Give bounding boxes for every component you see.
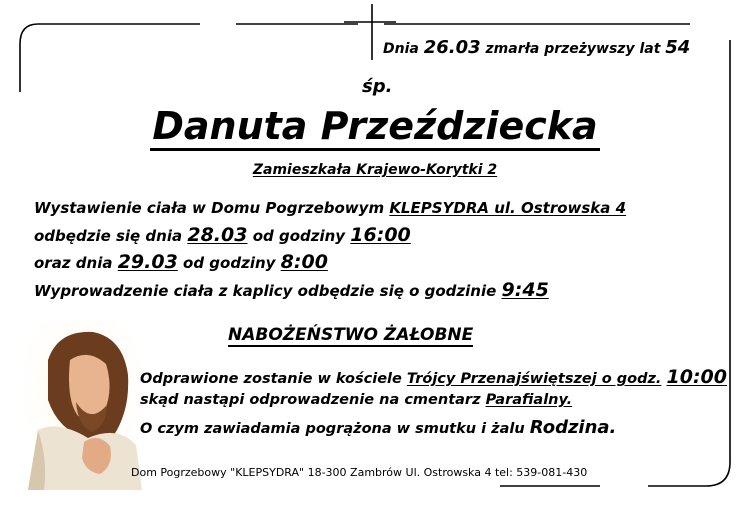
- church-name: Trójcy Przenajświętszej o godz.: [406, 371, 662, 387]
- deceased-name: Danuta Przeździecka: [150, 104, 599, 151]
- service-line2-text: skąd nastąpi odprowadzenie na cmentarz: [140, 392, 481, 408]
- family: Rodzina.: [529, 417, 617, 438]
- service-line-2: [140, 392, 572, 408]
- viewing-line-1: [34, 199, 626, 217]
- service-line3-text: O czym zawiadamia pogrążona w smutku i żalu: [140, 421, 525, 437]
- viewing-line2-text: odbędzie się dnia: [34, 227, 183, 245]
- service-time: 10:00: [666, 366, 727, 388]
- viewing-date-2: 29.03: [117, 251, 178, 273]
- viewing-line2-mid: od godziny: [252, 227, 346, 245]
- death-mid: zmarła przeżywszy lat: [485, 41, 661, 57]
- departure-time: 9:45: [501, 279, 549, 301]
- viewing-place: KLEPSYDRA ul. Ostrowska 4: [389, 199, 627, 217]
- age: 54: [665, 37, 691, 58]
- death-notice-line: [383, 37, 690, 58]
- death-date: 26.03: [423, 37, 481, 58]
- service-heading: NABOŻEŃSTWO ŻAŁOBNE: [228, 325, 474, 345]
- death-prefix: Dnia: [383, 41, 419, 57]
- viewing-line3-text: oraz dnia: [34, 254, 113, 272]
- viewing-line-3: [34, 251, 328, 273]
- residence: Zamieszkała Krajewo-Korytki 2: [252, 162, 498, 178]
- departure-text: Wyprowadzenie ciała z kaplicy odbędzie się o godzinie: [34, 282, 497, 300]
- service-line-3: [140, 417, 616, 438]
- frame-left-corner: [20, 24, 38, 92]
- viewing-line-4: [34, 279, 549, 301]
- footer-contact: Dom Pogrzebowy "KLEPSYDRA" 18-300 Zambrów Ul. Ostrowska 4 tel: 539-081-430: [131, 466, 588, 479]
- viewing-line3-mid: od godziny: [183, 254, 276, 272]
- praying-jesus-image: [18, 320, 146, 490]
- viewing-line-2: [34, 224, 411, 246]
- viewing-time-1: 16:00: [350, 224, 411, 246]
- viewing-date-1: 28.03: [187, 224, 248, 246]
- service-line-1: [140, 366, 727, 388]
- service-heading-wrap: [228, 325, 473, 345]
- viewing-time-2: 8:00: [280, 251, 328, 273]
- service-line1-text: Odprawione zostanie w kościele: [140, 371, 402, 387]
- deceased-name-wrap: [0, 104, 750, 148]
- cemetery-name: Parafialny.: [485, 392, 573, 408]
- viewing-line1-text: Wystawienie ciała w Domu Pogrzebowym: [34, 199, 385, 217]
- name-prefix: śp.: [362, 76, 393, 97]
